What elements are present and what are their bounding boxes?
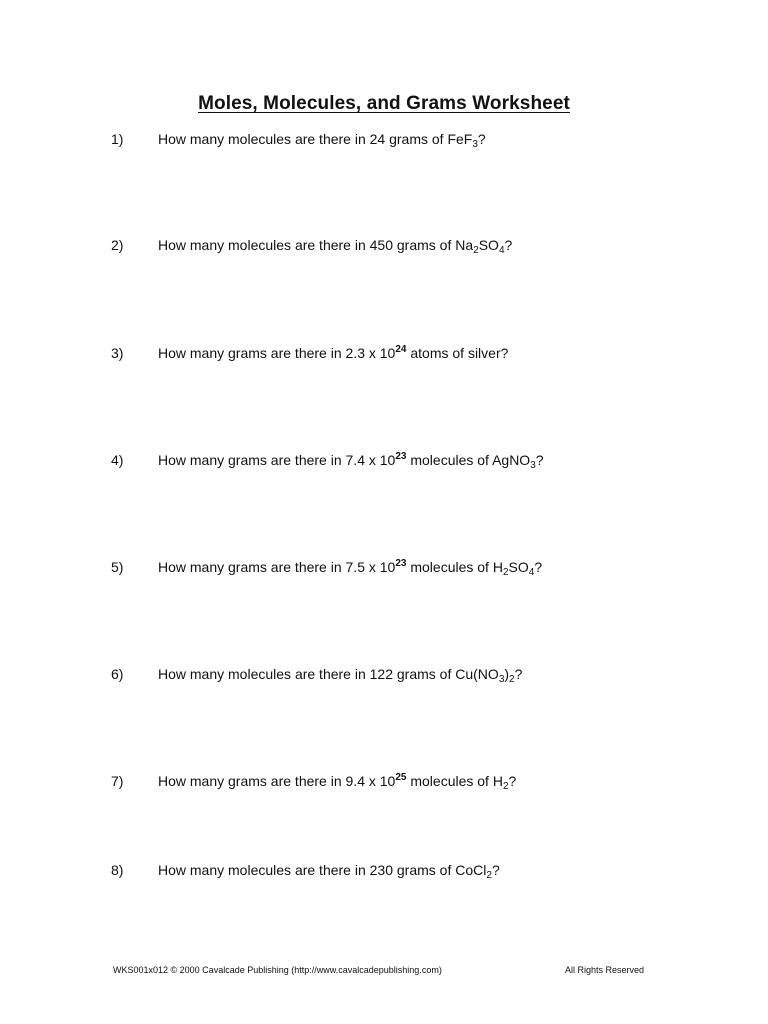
- question-number: 3): [111, 345, 124, 361]
- question-number: 5): [111, 559, 124, 575]
- question-number: 7): [111, 773, 124, 789]
- question-number: 1): [111, 131, 124, 147]
- question-number: 6): [111, 666, 124, 682]
- question-number: 2): [111, 237, 124, 253]
- question-text: How many grams are there in 9.4 x $10^{25}$ molecules of $H_2$?: [158, 772, 517, 792]
- question-number: 4): [111, 452, 124, 468]
- footer-copyright: WKS001x012 © 2000 Cavalcade Publishing (http://www.cavalcadepublishing.com): [113, 965, 442, 975]
- question-text: How many molecules are there in 230 grams of CoCl$_2$?: [158, 862, 500, 881]
- question-text: How many grams are there in 7.4 x $10^{23}$ molecules of AgNO$_3$?: [158, 451, 544, 471]
- question-text: How many grams are there in 7.5 x $10^{23}$ molecules of $H_2SO_4$?: [158, 558, 543, 578]
- question-text: How many molecules are there in 24 grams of FeF$_3$?: [158, 131, 486, 150]
- footer-rights: All Rights Reserved: [565, 965, 645, 975]
- page-title: Moles, Molecules, and Grams Worksheet: [198, 93, 570, 114]
- question-text: How many molecules are there in 122 grams of $Cu(NO_3)_2$?: [158, 666, 523, 685]
- question-number: 8): [111, 862, 124, 878]
- question-text: How many grams are there in 2.3 x $10^{24}$ atoms of silver?: [158, 344, 509, 361]
- question-text: How many molecules are there in 450 grams of $Na_2SO_4$?: [158, 237, 513, 256]
